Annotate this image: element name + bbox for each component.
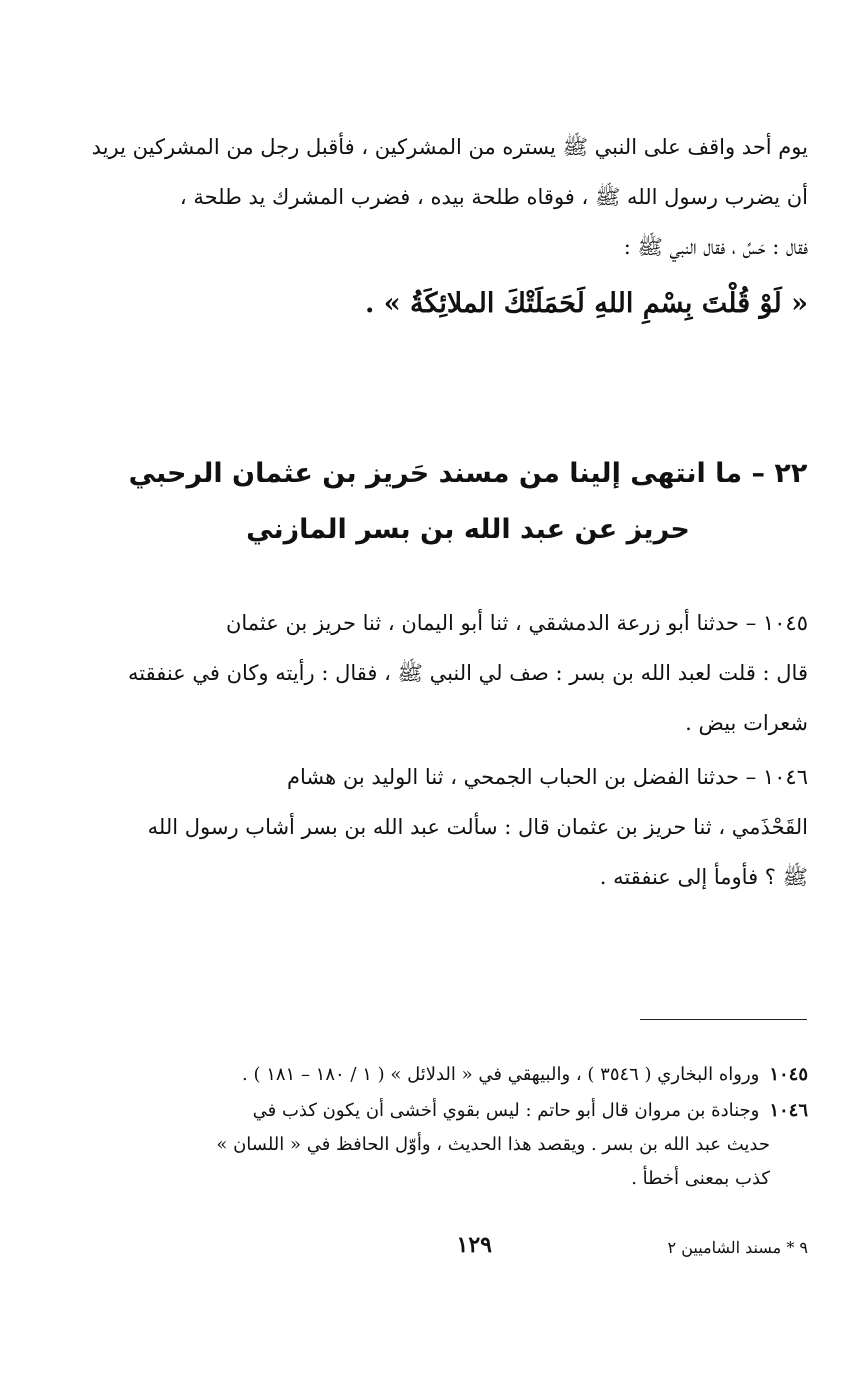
footnote-text: وجنادة بن مروان قال أبو حاتم : ليس بقوي أخشى أن يكون كذب في <box>252 1100 760 1121</box>
text-line: ﷺ ؟ فأومأ إلى عنفقته . <box>599 865 808 889</box>
footnote-text: ورواه البخاري ( ٣٥٤٦ ) ، والبيهقي في « الدلائل » ( ١ / ١٨٠ – ١٨١ ) . <box>242 1064 760 1085</box>
section-subheading: حريز عن عبد الله بن بسر المازني <box>246 514 690 545</box>
signature-mark: ٩ * مسند الشاميين ٢ <box>667 1238 808 1257</box>
footnote-text: كذب بمعنى أخطأ . <box>631 1168 770 1189</box>
footnote-1046 <box>128 1094 808 1196</box>
text-line: قال : قلت لعبد الله بن بسر : صف لي النبي ﷺ ، فقال : رأيته وكان في عنفقته <box>128 661 808 685</box>
section-heading: ٢٢ – ما انتهى إلينا من مسند حَريز بن عثمان الرحبي <box>128 458 808 489</box>
text-line: أن يضرب رسول الله ﷺ ، فوقاه طلحة بيده ، فضرب المشرك يد طلحة ، <box>179 185 808 209</box>
hadith-1045 <box>128 598 808 748</box>
hadith-quote: « لَوْ قُلْتَ بِسْمِ اللهِ لَحَمَلَتْكَ الملائِكَةُ » . <box>364 288 808 319</box>
text-line: شعرات بيض . <box>685 711 808 735</box>
footnote-text: حديث عبد الله بن بسر . ويقصد هذا الحديث ، وأوّل الحافظ في « اللسان » <box>216 1134 770 1155</box>
text-line: ١٠٤٥ – حدثنا أبو زرعة الدمشقي ، ثنا أبو اليمان ، ثنا حريز بن عثمان <box>225 611 808 635</box>
text-line: فقال : حَسِّ ، فقال النبي ﷺ : <box>623 235 808 259</box>
footnote-number: ١٠٤٦ <box>769 1100 808 1121</box>
text-line: القَحْذَمي ، ثنا حريز بن عثمان قال : سألت عبد الله بن بسر أشاب رسول الله <box>147 815 808 839</box>
text-line: يوم أحد واقف على النبي ﷺ يستره من المشركين ، فأقبل رجل من المشركين يريد <box>91 135 808 159</box>
footnote-number: ١٠٤٥ <box>769 1064 808 1085</box>
page-number: ١٢٩ <box>456 1232 492 1258</box>
text-line: ١٠٤٦ – حدثنا الفضل بن الحباب الجمحي ، ثنا الوليد بن هشام <box>287 765 808 789</box>
continued-paragraph <box>91 122 808 272</box>
footnote-1045 <box>128 1058 808 1092</box>
footnote-separator <box>640 1019 807 1020</box>
hadith-1046 <box>128 752 808 902</box>
